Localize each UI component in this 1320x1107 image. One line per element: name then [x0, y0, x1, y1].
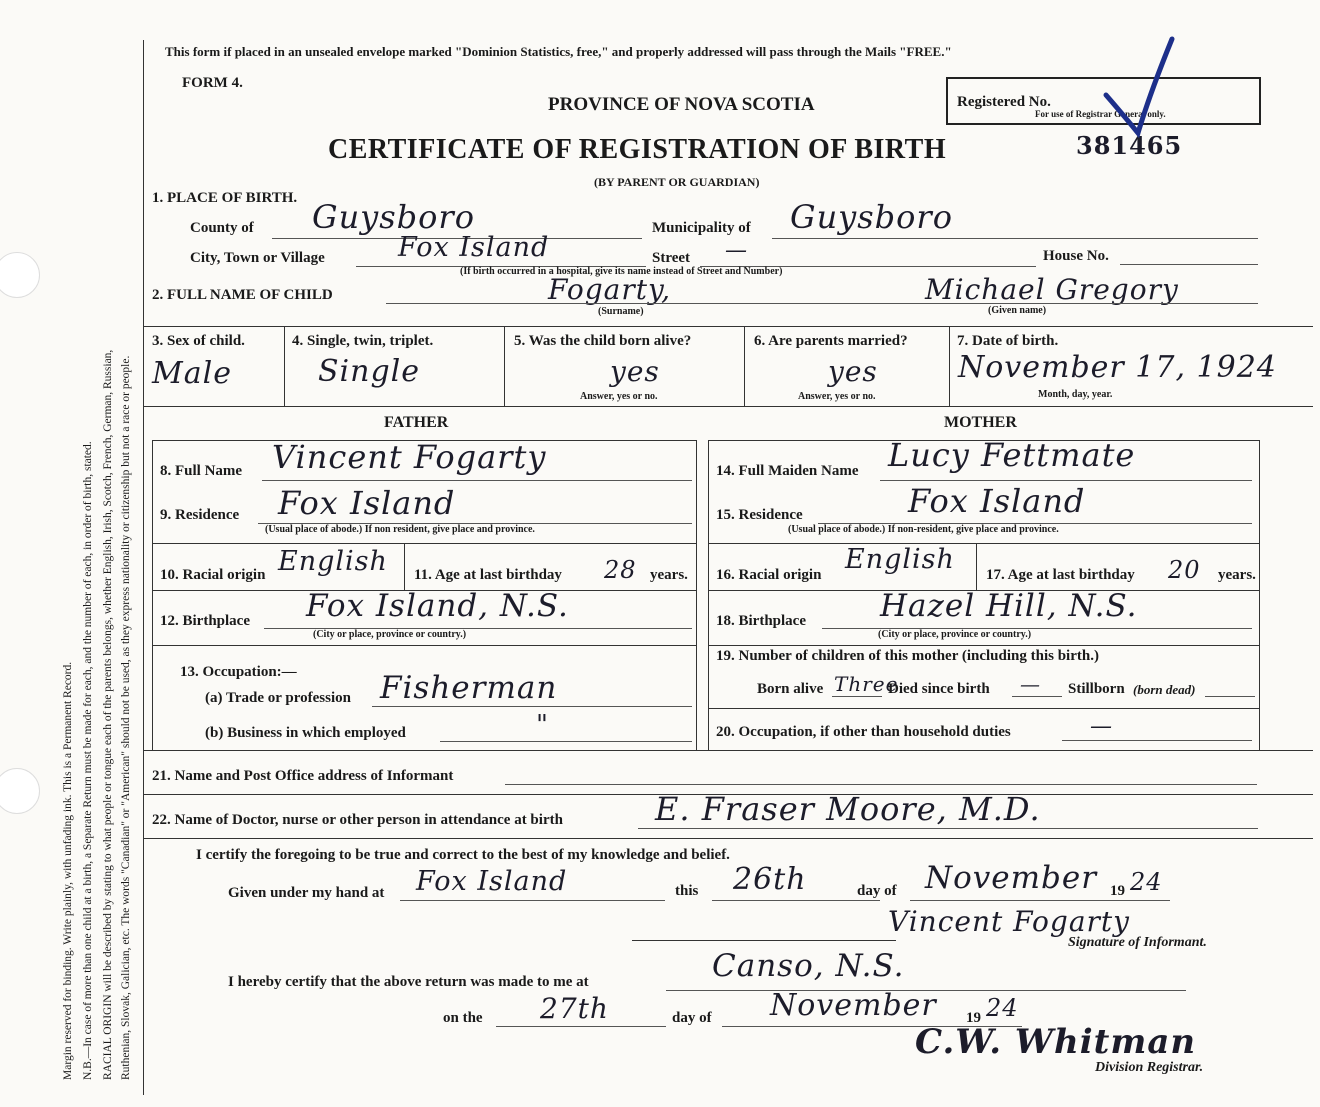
- mother-birthplace-value: Hazel Hill, N.S.: [880, 588, 1138, 624]
- registrar-day-value: 27th: [540, 992, 609, 1025]
- form-left-border: [143, 40, 144, 1095]
- registrar-note: For use of Registrar General only.: [1035, 109, 1166, 119]
- mother-residence-value: Fox Island: [908, 482, 1086, 520]
- registrar-month-value: November: [770, 988, 937, 1023]
- father-residence-label: 9. Residence: [160, 507, 240, 523]
- mother-abode-note: (Usual place of abode.) If non-resident, give place and province.: [788, 524, 1059, 535]
- house-number-label: House No.: [1043, 248, 1109, 264]
- date-of-birth-note: Month, day, year.: [1038, 389, 1113, 400]
- father-age-value: 28: [604, 556, 637, 584]
- father-trade-value: Fisherman: [380, 670, 558, 706]
- form-title: CERTIFICATE OF REGISTRATION OF BIRTH: [328, 134, 947, 165]
- city-label: City, Town or Village: [190, 250, 325, 266]
- father-racial-value: English: [278, 546, 388, 577]
- father-abode-note: (Usual place of abode.) If non resident, give place and province.: [265, 524, 535, 535]
- given-name-note: (Given name): [988, 305, 1047, 316]
- year-prefix: 19: [1110, 883, 1125, 899]
- father-birthplace-value: Fox Island, N.S.: [306, 588, 569, 624]
- signature-informant-label: Signature of Informant.: [1068, 935, 1207, 950]
- doctor-label: 22. Name of Doctor, nurse or other person in attendance at birth: [152, 812, 563, 828]
- mother-racial-label: 16. Racial origin: [716, 567, 822, 583]
- registrar-day-of-label: day of: [672, 1010, 712, 1026]
- born-alive-note: Answer, yes or no.: [580, 391, 658, 402]
- form-number: FORM 4.: [182, 75, 243, 91]
- mother-age-years: years.: [1218, 567, 1256, 583]
- sex-value: Male: [152, 356, 232, 391]
- mail-notice: This form if placed in an unsealed envelope marked "Dominion Statistics, free," and properly addressed will pass through the Mails "FREE.": [165, 44, 952, 59]
- died-label: Died since birth: [888, 681, 990, 697]
- informant-signature: Vincent Fogarty: [888, 905, 1130, 938]
- father-residence-value: Fox Island: [278, 484, 456, 522]
- punch-hole-top: [0, 252, 40, 298]
- parents-married-label: 6. Are parents married?: [754, 333, 908, 349]
- mother-age-value: 20: [1168, 556, 1201, 584]
- child-surname: Fogarty,: [548, 273, 672, 306]
- margin-note-4: Ruthenian, Slovak, Galician, etc. The words "Canadian" or "American" should not be used, as they express nationality or citizenship but not a race or people.: [120, 355, 132, 1080]
- on-the-label: on the: [443, 1010, 483, 1026]
- father-business-label: (b) Business in which employed: [205, 725, 406, 741]
- date-of-birth-value: November 17, 1924: [958, 350, 1277, 385]
- margin-note-3: RACIAL ORIGIN will be described by stating to what people or tongue each of the parents belongs, whether English, Irish, Scotch, French, German, Russian,: [102, 349, 114, 1080]
- registrar-place-value: Canso, N.S.: [712, 948, 905, 984]
- stillborn-label: Stillborn: [1068, 681, 1125, 697]
- surname-note: (Surname): [598, 306, 644, 317]
- father-name-label: 8. Full Name: [160, 463, 243, 479]
- parents-married-note: Answer, yes or no.: [798, 391, 876, 402]
- mother-name-label: 14. Full Maiden Name: [716, 463, 859, 479]
- mother-occupation-label: 20. Occupation, if other than household duties: [716, 724, 1011, 740]
- county-label: County of: [190, 220, 254, 236]
- municipality-value: Guysboro: [790, 198, 953, 236]
- margin-note-2: N.B.—In case of more than one child at a birth, a Separate Return must be made for each, and the number of each, in order of birth, stated.: [82, 441, 94, 1080]
- father-birthplace-label: 12. Birthplace: [160, 613, 250, 629]
- mother-birthplace-label: 18. Birthplace: [716, 613, 806, 629]
- day-value: 26th: [733, 862, 807, 897]
- place-of-birth-label: 1. PLACE OF BIRTH.: [152, 190, 298, 206]
- parents-married-value: yes: [828, 355, 878, 388]
- province-heading: PROVINCE OF NOVA SCOTIA: [548, 94, 815, 115]
- month-value: November: [925, 860, 1098, 896]
- division-registrar-label: Division Registrar.: [1095, 1060, 1204, 1075]
- born-alive-label: 5. Was the child born alive?: [514, 333, 692, 349]
- father-name-value: Vincent Fogarty: [272, 438, 547, 476]
- mother-racial-value: English: [845, 544, 955, 575]
- single-twin-label: 4. Single, twin, triplet.: [292, 333, 434, 349]
- registrar-statement: I hereby certify that the above return was made to me at: [228, 974, 589, 990]
- registrar-signature: C.W. Whitman: [915, 1022, 1197, 1062]
- mother-age-label: 17. Age at last birthday: [986, 567, 1135, 583]
- died-value: —: [1020, 672, 1041, 696]
- father-business-value: ": [536, 710, 549, 740]
- day-of-label: day of: [857, 883, 897, 899]
- county-value: Guysboro: [312, 198, 475, 236]
- certify-statement: I certify the foregoing to be true and correct to the best of my knowledge and belief.: [196, 847, 730, 863]
- check-mark-icon: [1098, 33, 1178, 143]
- mother-children-label: 19. Number of children of this mother (including this birth.): [716, 648, 1099, 664]
- born-alive-count-value: Three: [834, 672, 899, 696]
- registered-number: 381465: [1076, 131, 1183, 160]
- city-value: Fox Island: [398, 232, 550, 263]
- registrar-year-prefix: 19: [966, 1010, 981, 1026]
- father-occupation-label: 13. Occupation:—: [180, 664, 297, 680]
- given-under-hand-label: Given under my hand at: [228, 885, 385, 901]
- margin-note-1: Margin reserved for binding. Write plainly, with unfading ink. This is a Permanent Record.: [62, 661, 74, 1080]
- father-age-years: years.: [650, 567, 688, 583]
- sex-label: 3. Sex of child.: [152, 333, 245, 349]
- doctor-value: E. Fraser Moore, M.D.: [655, 790, 1041, 828]
- mother-residence-label: 15. Residence: [716, 507, 803, 523]
- father-racial-label: 10. Racial origin: [160, 567, 266, 583]
- child-name-label: 2. FULL NAME OF CHILD: [152, 287, 333, 303]
- street-label: Street: [652, 250, 691, 266]
- hospital-note: (If birth occurred in a hospital, give its name instead of Street and Number): [460, 266, 783, 277]
- this-label: this: [675, 883, 699, 899]
- father-age-label: 11. Age at last birthday: [414, 567, 562, 583]
- given-place-value: Fox Island: [416, 866, 568, 897]
- child-given-name: Michael Gregory: [925, 273, 1179, 306]
- registrar-year-value: 24: [986, 994, 1019, 1022]
- single-twin-value: Single: [318, 354, 421, 389]
- municipality-label: Municipality of: [652, 220, 751, 236]
- punch-hole-bottom: [0, 768, 40, 814]
- father-trade-label: (a) Trade or profession: [205, 690, 351, 706]
- informant-label: 21. Name and Post Office address of Informant: [152, 768, 454, 784]
- mother-heading: MOTHER: [944, 414, 1017, 431]
- form-subtitle: (BY PARENT OR GUARDIAN): [594, 175, 760, 189]
- mother-occupation-value: —: [1090, 714, 1113, 739]
- date-of-birth-label: 7. Date of birth.: [957, 333, 1059, 349]
- father-city-note: (City or place, province or country.): [313, 629, 467, 640]
- father-heading: FATHER: [384, 414, 449, 431]
- year-value: 24: [1130, 868, 1163, 896]
- stillborn-note: (born dead): [1133, 682, 1196, 697]
- born-alive-count-label: Born alive: [757, 681, 824, 697]
- registered-label: Registered No.: [957, 94, 1051, 110]
- mother-city-note: (City or place, province or country.): [878, 629, 1032, 640]
- mother-name-value: Lucy Fettmate: [888, 436, 1136, 474]
- street-value: —: [725, 238, 748, 263]
- born-alive-value: yes: [610, 355, 660, 388]
